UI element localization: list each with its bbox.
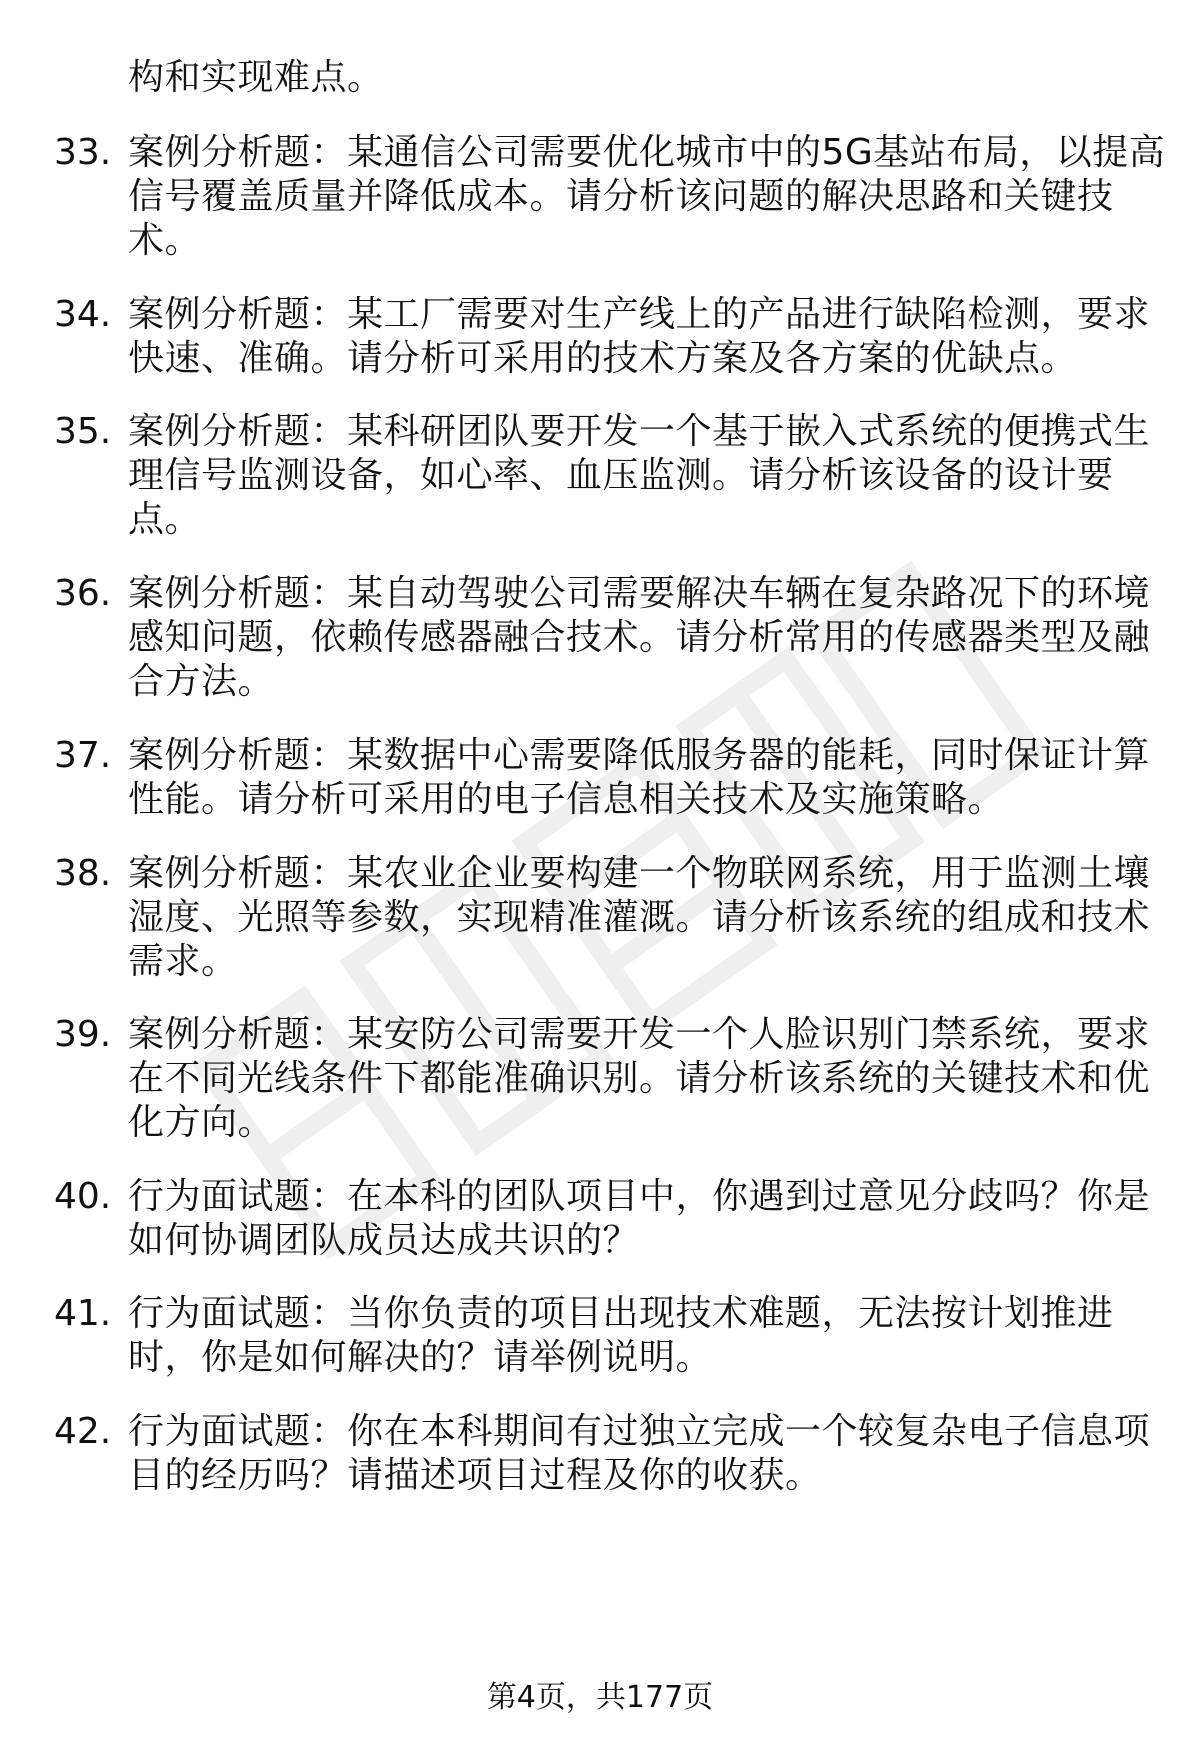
question-text-line: 需求。: [128, 941, 238, 982]
question-text-line: 性能。请分析可采用的电子信息相关技术及实施策略。: [128, 779, 1005, 820]
question-number: 36.: [54, 573, 112, 614]
question-number: 39.: [54, 1014, 112, 1055]
question-text-line: 如何协调团队成员达成共识的？: [128, 1220, 640, 1261]
question-text-line: 理信号监测设备，如心率、血压监测。请分析该设备的设计要: [128, 455, 1114, 496]
question-number: 42.: [54, 1411, 112, 1452]
question-text-line: 案例分析题：某科研团队要开发一个基于嵌入式系统的便携式生: [128, 411, 1151, 452]
question-number: 40.: [54, 1176, 112, 1217]
continuation-text: 构和实现难点。: [128, 57, 384, 98]
question-number: 35.: [54, 411, 112, 452]
question-text-line: 化方向。: [128, 1102, 275, 1143]
question-text-line: 时，你是如何解决的？请举例说明。: [128, 1337, 713, 1378]
question-text-line: 案例分析题：某安防公司需要开发一个人脸识别门禁系统，要求: [128, 1014, 1151, 1055]
question-text-line: 快速、准确。请分析可采用的技术方案及各方案的优缺点。: [128, 338, 1078, 379]
question-number: 41.: [54, 1293, 112, 1334]
question-number: 33.: [54, 132, 112, 173]
question-number: 38.: [54, 853, 112, 894]
question-text-line: 合方法。: [128, 661, 275, 702]
question-text-line: 点。: [128, 499, 202, 540]
question-text-line: 行为面试题：当你负责的项目出现技术难题，无法按计划推进: [128, 1293, 1114, 1334]
question-number: 34.: [54, 294, 112, 335]
question-text-line: 案例分析题：某工厂需要对生产线上的产品进行缺陷检测，要求: [128, 294, 1151, 335]
page-footer: 第4页，共177页: [486, 1680, 714, 1715]
question-text-line: 术。: [128, 220, 202, 261]
question-text-line: 目的经历吗？请描述项目过程及你的收获。: [128, 1455, 822, 1496]
question-text-line: 湿度、光照等参数，实现精准灌溉。请分析该系统的组成和技术: [128, 897, 1151, 938]
question-text-line: 行为面试题：你在本科期间有过独立完成一个较复杂电子信息项: [128, 1411, 1151, 1452]
question-text-line: 在不同光线条件下都能准确识别。请分析该系统的关键技术和优: [128, 1058, 1151, 1099]
question-text-line: 案例分析题：某通信公司需要优化城市中的5G基站布局，以提高: [128, 132, 1166, 173]
question-text-line: 案例分析题：某数据中心需要降低服务器的能耗，同时保证计算: [128, 735, 1151, 776]
question-number: 37.: [54, 735, 112, 776]
question-text-line: 感知问题，依赖传感器融合技术。请分析常用的传感器类型及融: [128, 617, 1151, 658]
question-text-line: 行为面试题：在本科的团队项目中，你遇到过意见分歧吗？你是: [128, 1176, 1151, 1217]
question-text-line: 案例分析题：某农业企业要构建一个物联网系统，用于监测土壤: [128, 853, 1151, 894]
question-text-line: 信号覆盖质量并降低成本。请分析该问题的解决思路和关键技: [128, 176, 1114, 217]
question-text-line: 案例分析题：某自动驾驶公司需要解决车辆在复杂路况下的环境: [128, 573, 1151, 614]
